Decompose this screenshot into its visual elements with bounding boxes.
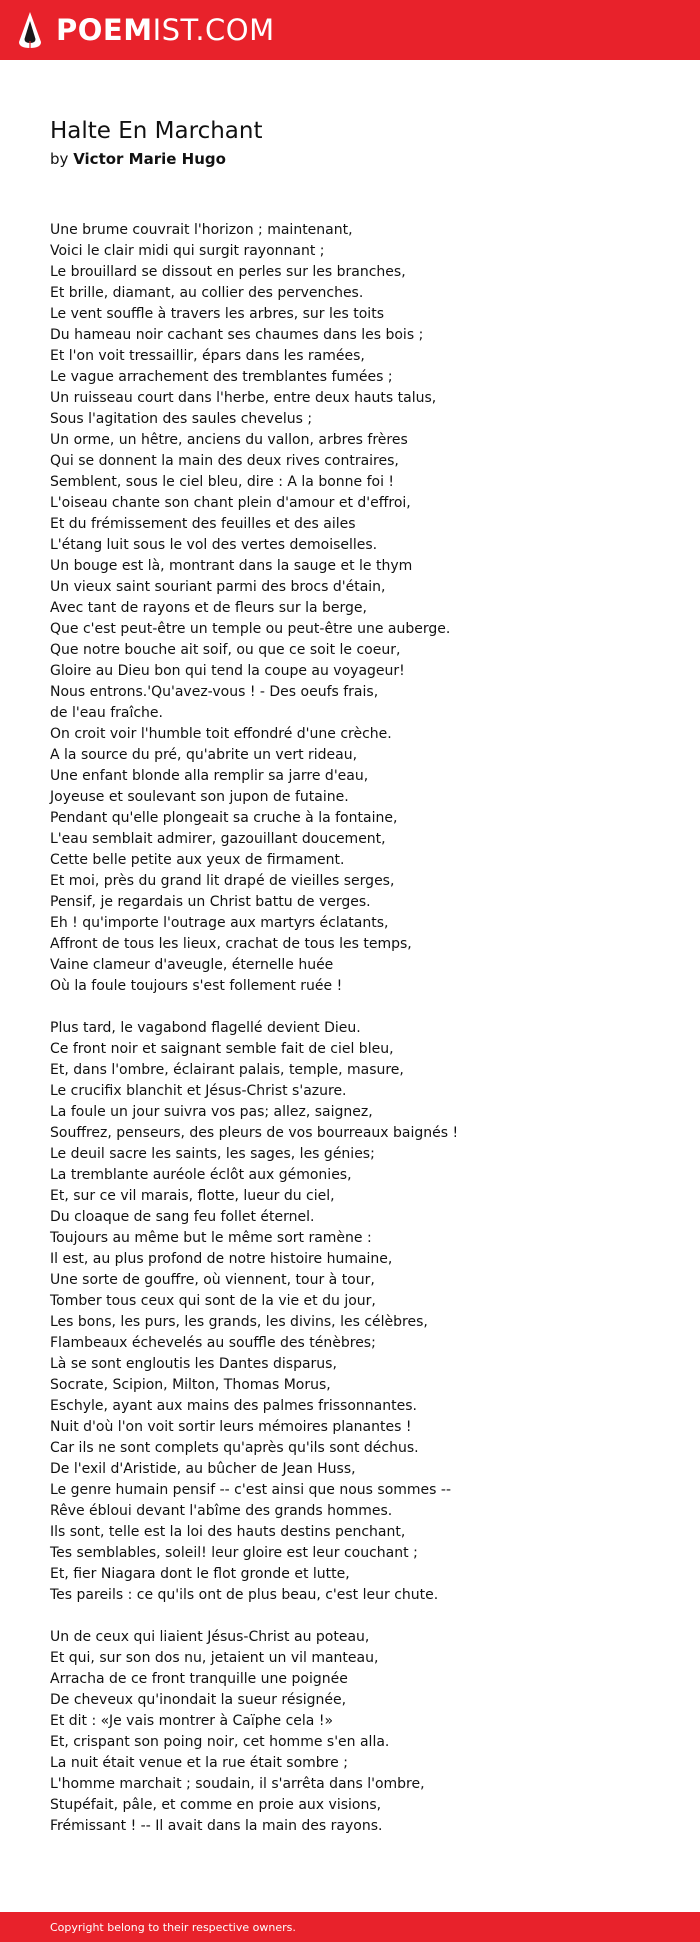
poem-byline	[50, 148, 670, 170]
poem-line: Et dit : «Je vais montrer à Caïphe cela !»	[50, 1713, 334, 1729]
poem-line: Sous l'agitation des saules chevelus ;	[50, 411, 313, 427]
poem-line: Tes pareils : ce qu'ils ont de plus beau, c'est leur chute.	[50, 1587, 439, 1603]
poem-line: Une brume couvrait l'horizon ; maintenant,	[50, 222, 353, 238]
poem-line: Eschyle, ayant aux mains des palmes frissonnantes.	[50, 1398, 417, 1414]
poem-line: Le vent souffle à travers les arbres, sur les toits	[50, 306, 384, 322]
poem-line: Nuit d'où l'on voit sortir leurs mémoires planantes !	[50, 1419, 412, 1435]
poem-line: Gloire au Dieu bon qui tend la coupe au voyageur!	[50, 663, 405, 679]
poem-line: Affront de tous les lieux, crachat de tous les temps,	[50, 936, 412, 952]
poem-line: Le vague arrachement des tremblantes fumées ;	[50, 369, 393, 385]
poem-line: Et du frémissement des feuilles et des ailes	[50, 516, 356, 532]
brand-name	[56, 12, 275, 47]
poem-line: Le genre humain pensif -- c'est ainsi que nous sommes --	[50, 1482, 452, 1498]
by-label: by	[50, 150, 69, 168]
poem-line: Un de ceux qui liaient Jésus-Christ au poteau,	[50, 1629, 370, 1645]
poem-line: Pensif, je regardais un Christ battu de verges.	[50, 894, 371, 910]
poem-line: Et qui, sur son dos nu, jetaient un vil manteau,	[50, 1650, 379, 1666]
poem-line: Un ruisseau court dans l'herbe, entre deux hauts talus,	[50, 390, 437, 406]
poem-body	[50, 220, 670, 1837]
poem-line: Qui se donnent la main des deux rives contraires,	[50, 453, 399, 469]
poem-line: Cette belle petite aux yeux de firmament.	[50, 852, 345, 868]
poem-line: L'oiseau chante son chant plein d'amour et d'effroi,	[50, 495, 411, 511]
poem-line: Car ils ne sont complets qu'après qu'ils sont déchus.	[50, 1440, 419, 1456]
poem-line: L'homme marchait ; soudain, il s'arrêta dans l'ombre,	[50, 1776, 425, 1792]
poem-title: Halte En Marchant	[50, 118, 263, 144]
poem-line: Et, dans l'ombre, éclairant palais, temple, masure,	[50, 1062, 404, 1078]
poem-line: Le crucifix blanchit et Jésus-Christ s'azure.	[50, 1083, 347, 1099]
poem-line: Un vieux saint souriant parmi des brocs d'étain,	[50, 579, 386, 595]
brand-name-bold: POEM	[56, 12, 153, 47]
poem-line: L'étang luit sous le vol des vertes demoiselles.	[50, 537, 378, 553]
poem-line: Le deuil sacre les saints, les sages, les génies;	[50, 1146, 375, 1162]
poem-line: Tomber tous ceux qui sont de la vie et du jour,	[50, 1293, 376, 1309]
poem-line: De cheveux qu'inondait la sueur résignée,	[50, 1692, 347, 1708]
poem-line: Une enfant blonde alla remplir sa jarre d'eau,	[50, 768, 369, 784]
poem-line: Là se sont engloutis les Dantes disparus,	[50, 1356, 337, 1372]
site-logo-link[interactable]	[18, 11, 275, 49]
pen-nib-icon	[18, 11, 42, 49]
poem-line: Ils sont, telle est la loi des hauts destins penchant,	[50, 1524, 406, 1540]
poem-line: Et brille, diamant, au collier des pervenches.	[50, 285, 364, 301]
poem-line: Nous entrons.'Qu'avez-vous ! - Des oeufs frais,	[50, 684, 379, 700]
poem-line: Et moi, près du grand lit drapé de vieilles serges,	[50, 873, 395, 889]
poem-line: Souffrez, penseurs, des pleurs de vos bourreaux baignés !	[50, 1125, 459, 1141]
poem-line: Avec tant de rayons et de fleurs sur la berge,	[50, 600, 367, 616]
poem-line: Flambeaux échevelés au souffle des ténèbres;	[50, 1335, 376, 1351]
poem-line: Les bons, les purs, les grands, les divins, les célèbres,	[50, 1314, 428, 1330]
poem-line: Pendant qu'elle plongeait sa cruche à la fontaine,	[50, 810, 398, 826]
poem-line: Le brouillard se dissout en perles sur les branches,	[50, 264, 406, 280]
poem-line: Et, crispant son poing noir, cet homme s'en alla.	[50, 1734, 390, 1750]
poem-line: La tremblante auréole éclôt aux gémonies,	[50, 1167, 352, 1183]
poem-line: Et, sur ce vil marais, flotte, lueur du ciel,	[50, 1188, 335, 1204]
poem-line: Stupéfait, pâle, et comme en proie aux visions,	[50, 1797, 382, 1813]
poem-line: De l'exil d'Aristide, au bûcher de Jean Huss,	[50, 1461, 356, 1477]
stanza	[50, 1018, 670, 1606]
poem-line: Il est, au plus profond de notre histoire humaine,	[50, 1251, 393, 1267]
copyright-text: Copyright belong to their respective owners.	[50, 1920, 296, 1934]
poem-line: Vaine clameur d'aveugle, éternelle huée	[50, 957, 334, 973]
poem-line: Rêve ébloui devant l'abîme des grands hommes.	[50, 1503, 393, 1519]
poem-line: Où la foule toujours s'est follement ruée !	[50, 978, 343, 994]
poem-line: Joyeuse et soulevant son jupon de futaine.	[50, 789, 349, 805]
poem-line: Arracha de ce front tranquille une poignée	[50, 1671, 348, 1687]
poem-line: Un bouge est là, montrant dans la sauge et le thym	[50, 558, 413, 574]
poem-line: Et, fier Niagara dont le flot gronde et lutte,	[50, 1566, 350, 1582]
poem-line: Un orme, un hêtre, anciens du vallon, arbres frères	[50, 432, 408, 448]
poem-line: de l'eau fraîche.	[50, 705, 163, 721]
poem-line: Que notre bouche ait soif, ou que ce soit le coeur,	[50, 642, 401, 658]
author-name[interactable]: Victor Marie Hugo	[73, 150, 226, 168]
poem-content	[50, 116, 670, 1858]
poem-line: La nuit était venue et la rue était sombre ;	[50, 1755, 348, 1771]
stanza	[50, 1627, 670, 1837]
poem-line: Et l'on voit tressaillir, épars dans les ramées,	[50, 348, 365, 364]
poem-line: Socrate, Scipion, Milton, Thomas Morus,	[50, 1377, 331, 1393]
poem-line: L'eau semblait admirer, gazouillant doucement,	[50, 831, 386, 847]
poem-line: On croit voir l'humble toit effondré d'une crèche.	[50, 726, 392, 742]
poem-line: Tes semblables, soleil! leur gloire est leur couchant ;	[50, 1545, 418, 1561]
poem-line: Ce front noir et saignant semble fait de ciel bleu,	[50, 1041, 394, 1057]
site-footer	[0, 1912, 700, 1942]
poem-line: Que c'est peut-être un temple ou peut-être une auberge.	[50, 621, 451, 637]
poem-line: A la source du pré, qu'abrite un vert rideau,	[50, 747, 358, 763]
poem-line: Voici le clair midi qui surgit rayonnant ;	[50, 243, 325, 259]
poem-line: Frémissant ! -- Il avait dans la main des rayons.	[50, 1818, 383, 1834]
poem-line: Du cloaque de sang feu follet éternel.	[50, 1209, 315, 1225]
poem-line: Plus tard, le vagabond flagellé devient Dieu.	[50, 1020, 361, 1036]
site-header	[0, 0, 700, 60]
poem-line: La foule un jour suivra vos pas; allez, saignez,	[50, 1104, 373, 1120]
poem-line: Une sorte de gouffre, où viennent, tour à tour,	[50, 1272, 375, 1288]
poem-line: Semblent, sous le ciel bleu, dire : A la bonne foi !	[50, 474, 395, 490]
poem-line: Du hameau noir cachant ses chaumes dans les bois ;	[50, 327, 424, 343]
poem-line: Toujours au même but le même sort ramène :	[50, 1230, 372, 1246]
poem-line: Eh ! qu'importe l'outrage aux martyrs éclatants,	[50, 915, 389, 931]
stanza	[50, 220, 670, 997]
brand-name-light: IST.COM	[152, 12, 275, 47]
